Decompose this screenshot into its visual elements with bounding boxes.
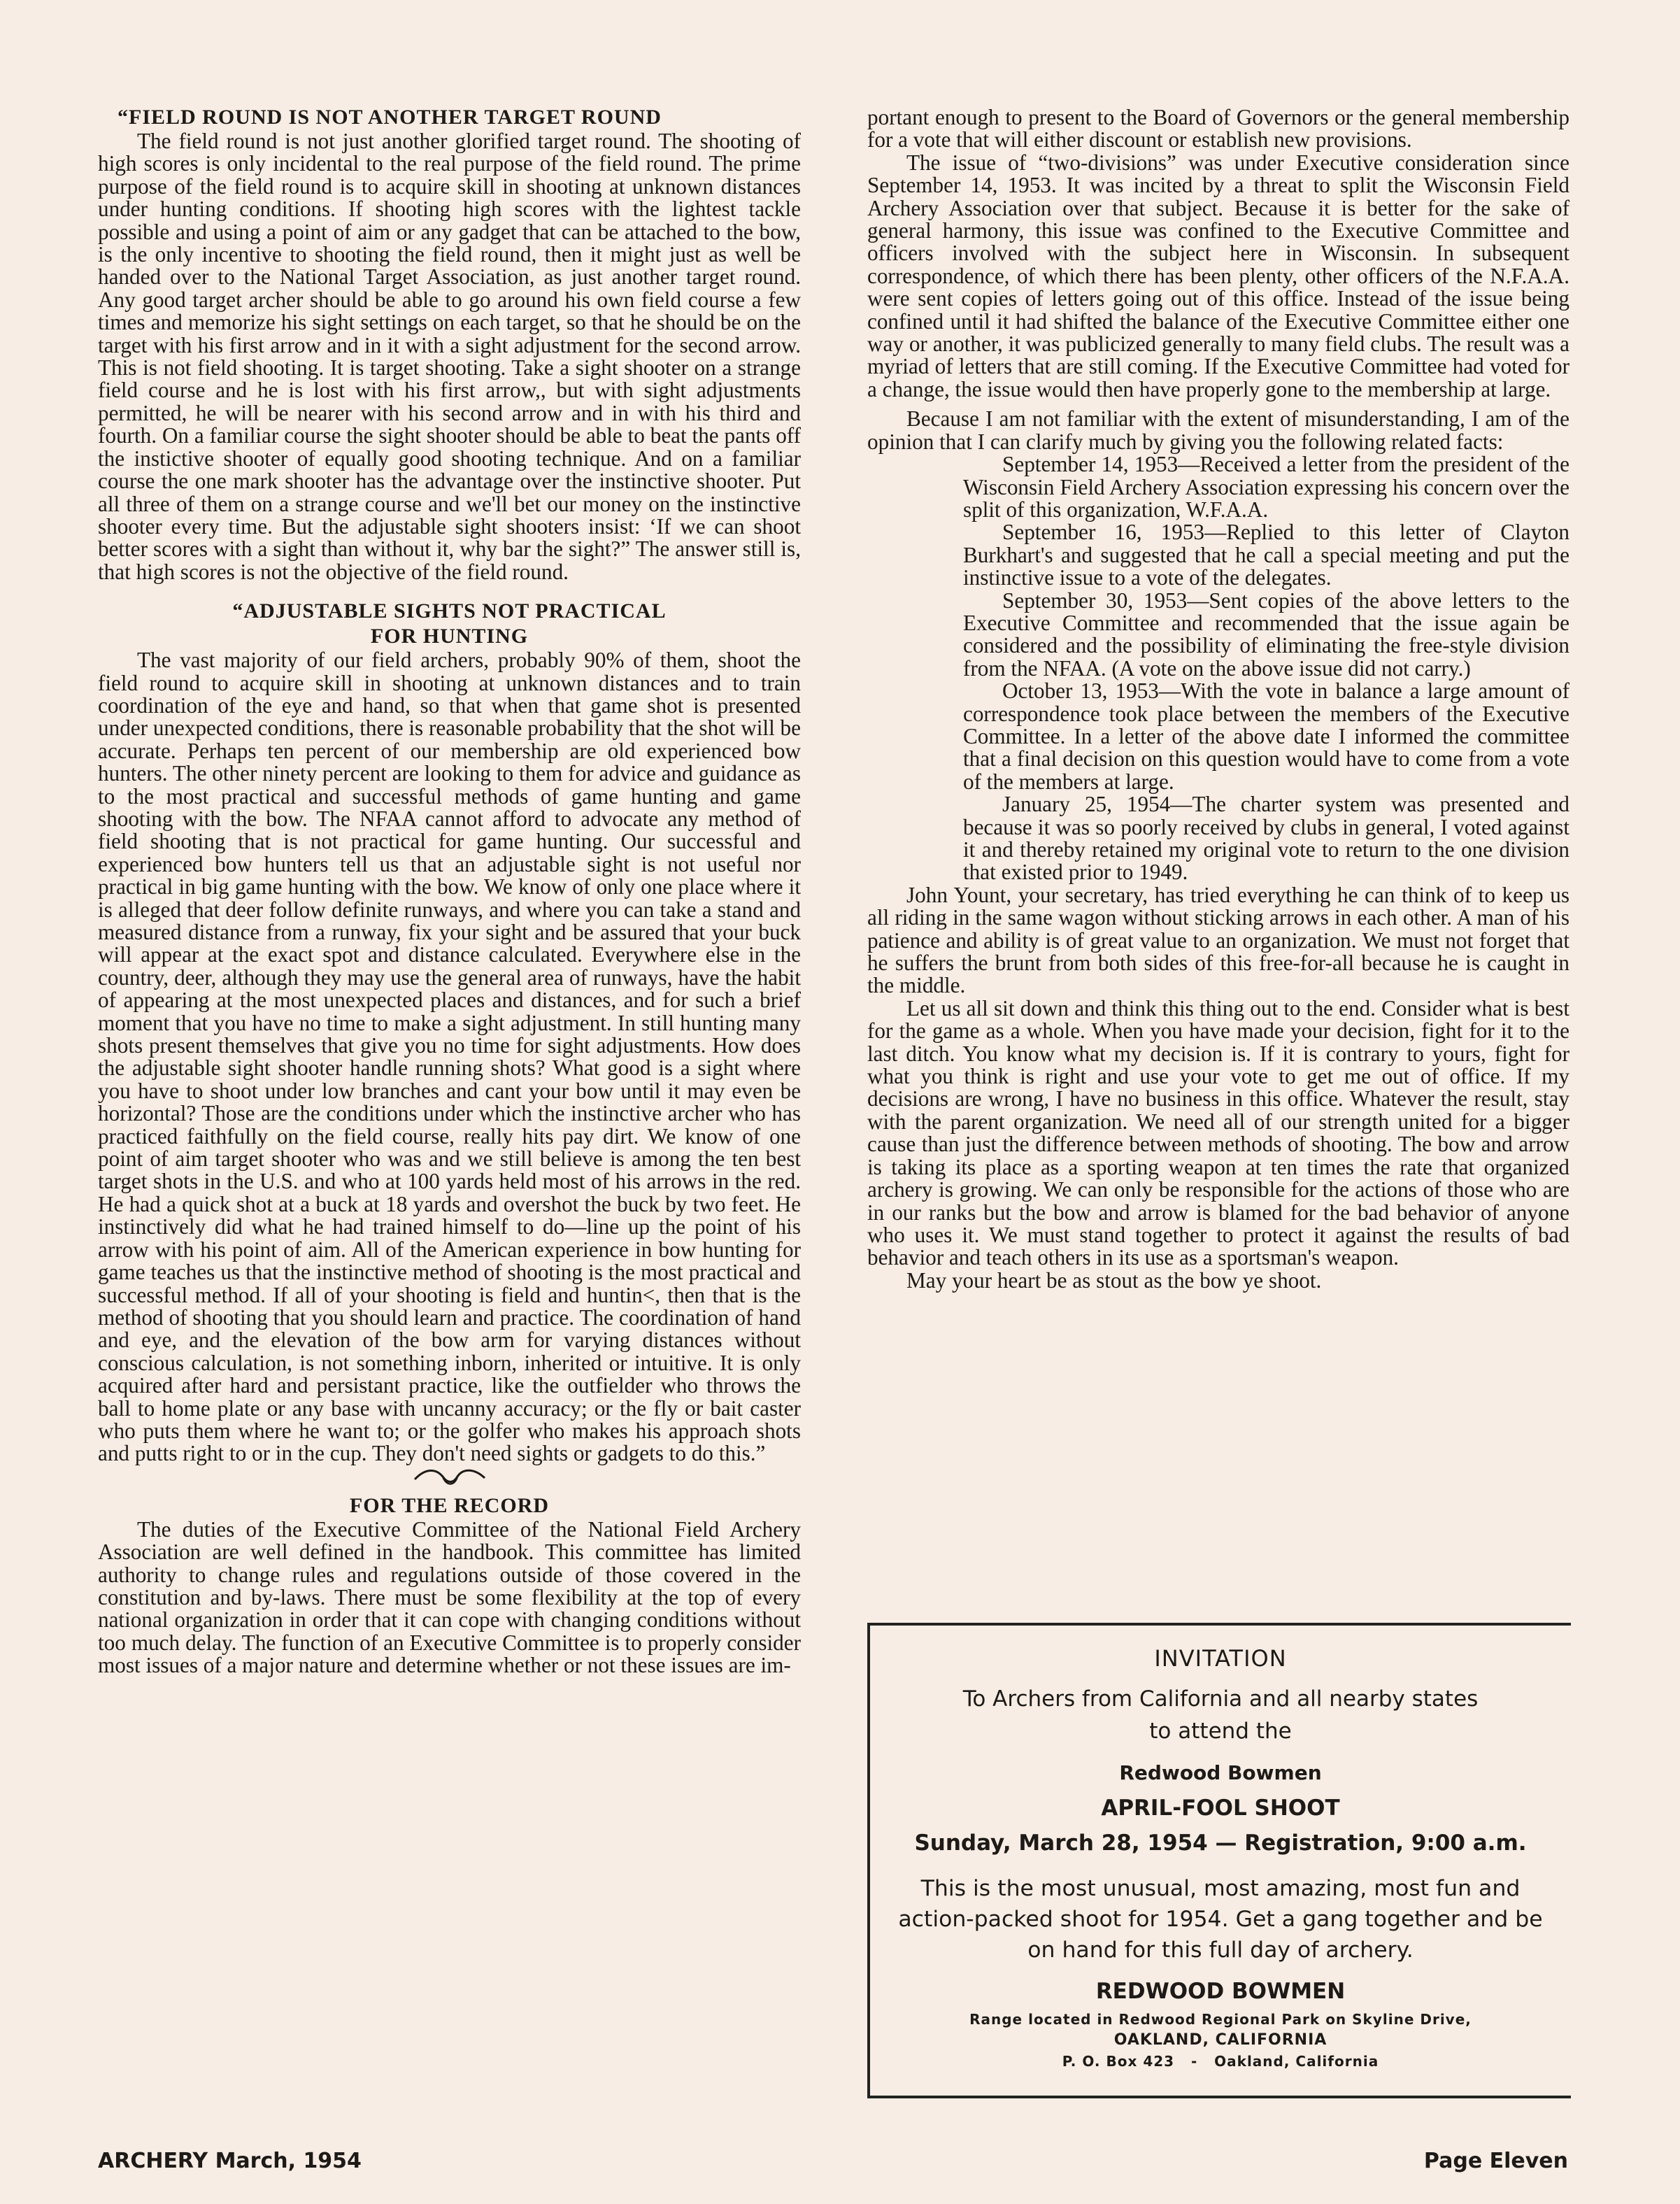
left-column xyxy=(98,105,801,1677)
paragraph: portant enough to present to the Board of Governors or the general membership for a vote that will either discount or establish new provisions. xyxy=(867,105,1569,152)
address-line: Range located in Redwood Regional Park on Skyline Drive, xyxy=(969,2011,1472,2028)
invitation-box xyxy=(867,1623,1571,2098)
paragraph: The field round is not just another glorified target round. The shooting of high scores is only incidental to the real purpose of the field round. The prime purpose of the field round is to acquire skill in shooting at unknown distances under hunting conditions. If shooting high scores with the lightest tackle possible and using a point of aim or any gadget that can be attached to the bow, is the only incentive to shooting the field round, then it might just as well be handed over to the National Target Association, as just another target round. Any good target archer should be able to go around his own field course a few times and memorize his sight settings on each target, so that he should be on the target with his first arrow and in it with a sight adjustment for the second arrow. This is not field shooting. It is target shooting. Take a sight shooter on a strange field course and he is lost with his first arrow,, but with sight adjustments permitted, he will be nearer with his second arrow and in with his third and fourth. On a familiar course the sight shooter should be able to beat the pants off the instictive shooter of equally good shooting technique. And on a familiar course the one mark shooter has the advantage over the instinctive shooter. Put all three of them on a strange course and we'll bet our money on the instinctive shooter every time. But the adjustable sight shooters insist: ‘If we can shoot better scores with a sight than without it, why bar the sight?” The answer still is, that high scores is not the objective of the field round. xyxy=(98,129,801,584)
event-name: APRIL-FOOL SHOOT xyxy=(1101,1796,1340,1821)
address-line: P. O. Box 423 - Oakland, California xyxy=(1062,2053,1379,2070)
footer-page-number: Page Eleven xyxy=(1423,2149,1568,2173)
section-heading-field-round: “FIELD ROUND IS NOT ANOTHER TARGET ROUND xyxy=(118,106,662,129)
date-list xyxy=(867,453,1569,884)
ornament-flourish-icon xyxy=(98,1465,801,1493)
host-name: REDWOOD BOWMEN xyxy=(1095,1979,1346,2004)
date-entry: January 25, 1954—The charter system was presented and because it was so poorly received by clubs in general, I voted against it and thereby retained my original vote to return to the one division that existed prior to 1949. xyxy=(963,792,1569,885)
paragraph: Because I am not familiar with the extent of misunderstanding, I am of the opinion that I can clarify much by giving you the following related facts: xyxy=(867,406,1569,454)
paragraph: The duties of the Executive Committee of the National Field Archery Association are well defined in the handbook. This committee has limited authority to change rules and regulations outside of those covered in the constitution and by-laws. There must be some flexibility at the top of every national organization in order that it can cope with changing conditions without too much delay. The function of an Executive Committee is to properly consider most issues of a major nature and determine whether or not these issues are im- xyxy=(98,1516,801,1678)
event-date: Sunday, March 28, 1954 — Registration, 9:00 a.m. xyxy=(914,1830,1527,1856)
invitation-line: To Archers from California and all nearby states xyxy=(962,1686,1479,1712)
date-entry: October 13, 1953—With the vote in balance a large amount of correspondence took place between the members of the Executive Committee. In a letter of the above date I informed the committee that a final decision on this question would have to come from a vote of the members at large. xyxy=(963,678,1569,794)
paragraph: The vast majority of our field archers, probably 90% of them, shoot the field round to acquire skill in shooting at unknown distances and to train coordination of the eye and hand, so that when that game shot is presented under unexpected conditions, there is reasonable probability that the shot will be accurate. Perhaps ten percent of our membership are old experienced bow hunters. The other ninety percent are looking to them for advice and guidance as to the most practical and successful methods of game hunting and game shooting with the bow. The NFAA cannot afford to advocate any method of field shooting that is not practical for game hunting. Our successful and experienced bow hunters tell us that an adjustable sight is not useful nor practical in big game hunting with the bow. We know of only one place where it is alleged that deer follow definite runways, and where you can take a stand and measured distance from a runway, fix your sight and be assured that your buck will appear at the exact spot and distance calculated. Everywhere else in the country, deer, although they may use the general area of runways, have the habit of appearing at the most unexpected places and distances, and for such a brief moment that you have no time to make a sight adjustment. In still hunting many shots present themselves that give you no time for sight adjustments. How does the adjustable sight shooter handle running shots? What good is a sight where you have to shoot under low branches and cant your bow until it may even be horizontal? Those are the conditions under which the instinctive archer who has practiced faithfully on the field course, really hits pay dirt. We know of one point of aim target shooter who was and we still believe is among the ten best target shots in the U.S. and who at 100 yards held most of his arrows in the red. He had a quick shot at a buck at 18 yards and overshot the buck by two feet. He instinctively did what he had trained himself to do—line up the point of his arrow with his point of aim. All of the American experience in bow hunting for game teaches us that the instinctive method of shooting is the most practical and successful method. If all of your shooting is field and huntin<, then that is the method of shooting that you should learn and practice. The coordination of hand and eye, and the elevation of the bow arm for varying distances without conscious calculation, is not something inborn, inherited or intuitive. It is only acquired after hard and persistant practice, like the outfielder who throws the ball to home plate or any base with uncanny accuracy; or the fly or bait caster who puts them where he want to; or the golfer who makes his approach shots and putts right to or in the cup. They don't need sights or gadgets to do this.” xyxy=(98,648,801,1466)
right-column xyxy=(867,106,1569,1292)
club-name: Redwood Bowmen xyxy=(1119,1761,1322,1784)
address-line: OAKLAND, CALIFORNIA xyxy=(1113,2031,1327,2049)
paragraph: John Yount, your secretary, has tried everything he can think of to keep us all riding in the same wagon without sticking arrows in each other. A man of his patience and ability is of great value to an organization. We must not forget that he suffers the brunt from both sides of this free-for-all because he is caught in the middle. xyxy=(867,882,1569,998)
footer-publication: ARCHERY March, 1954 xyxy=(98,2149,362,2173)
paragraph: The issue of “two-divisions” was under Executive consideration since September 14, 1953. It was incited by a threat to split the Wisconsin Field Archery Association over that subject. Because it is better for the sake of general harmony, this issue was confined to the Executive Committee and officers involved with the subject here in Wisconsin. In subsequent correspondence, of which there has been plenty, other officers of the N.F.A.A. were sent copies of letters going out of this office. Instead of the issue being confined until it had shifted the balance of the Executive Committee either one way or another, it was publicized generally to many field clubs. The result was a myriad of letters that are still coming. If the Executive Committee had voted for a change, the issue would then have properly gone to the membership at large. xyxy=(867,150,1569,401)
section-heading-adjustable-sights-line2: FOR HUNTING xyxy=(370,625,529,648)
section-heading-for-the-record: FOR THE RECORD xyxy=(349,1493,550,1517)
invitation-line: to attend the xyxy=(1149,1719,1292,1744)
paragraph: Let us all sit down and think this thing out to the end. Consider what is best for the game as a whole. When you have made your decision, fight for it to the last ditch. You know what my decision is. If it is contrary to yours, fight for what you think is right and use your vote to get me out of office. If my decisions are wrong, I have no business in this office. Whatever the result, stay with the parent organization. We need all of our strength united for a bigger cause than just the difference between methods of shooting. The bow and arrow is taking its place as a sporting weapon at ten times the rate that organized archery is growing. We can only be responsible for the actions of those who are in our ranks but the bow and arrow is blamed for the bad behavior of anyone who uses it. We must stand together to protect it against the results of bad behavior and teach others in its use as a sportsman's weapon. xyxy=(867,995,1569,1270)
paragraph: May your heart be as stout as the bow ye shoot. xyxy=(906,1267,1322,1293)
event-description: This is the most unusual, most amazing, most fun and action-packed shoot for 1954. Get a gang together and be on hand for this full day of archery. xyxy=(898,1876,1543,1963)
date-entry: September 16, 1953—Replied to this letter of Clayton Burkhart's and suggested that he call a special meeting and put the instinctive issue to a vote of the delegates. xyxy=(963,520,1569,590)
date-entry: September 30, 1953—Sent copies of the above letters to the Executive Committee and recommended that the issue again be considered and the possibility of eliminating the free-style division from the NFAA. (A vote on the above issue did not carry.) xyxy=(963,588,1569,681)
invitation-title: INVITATION xyxy=(1154,1645,1287,1672)
section-heading-adjustable-sights: “ADJUSTABLE SIGHTS NOT PRACTICAL xyxy=(232,599,667,623)
date-entry: September 14, 1953—Received a letter from the president of the Wisconsin Field Archery Association expressing his concern over the split of this organization, W.F.A.A. xyxy=(963,452,1569,522)
